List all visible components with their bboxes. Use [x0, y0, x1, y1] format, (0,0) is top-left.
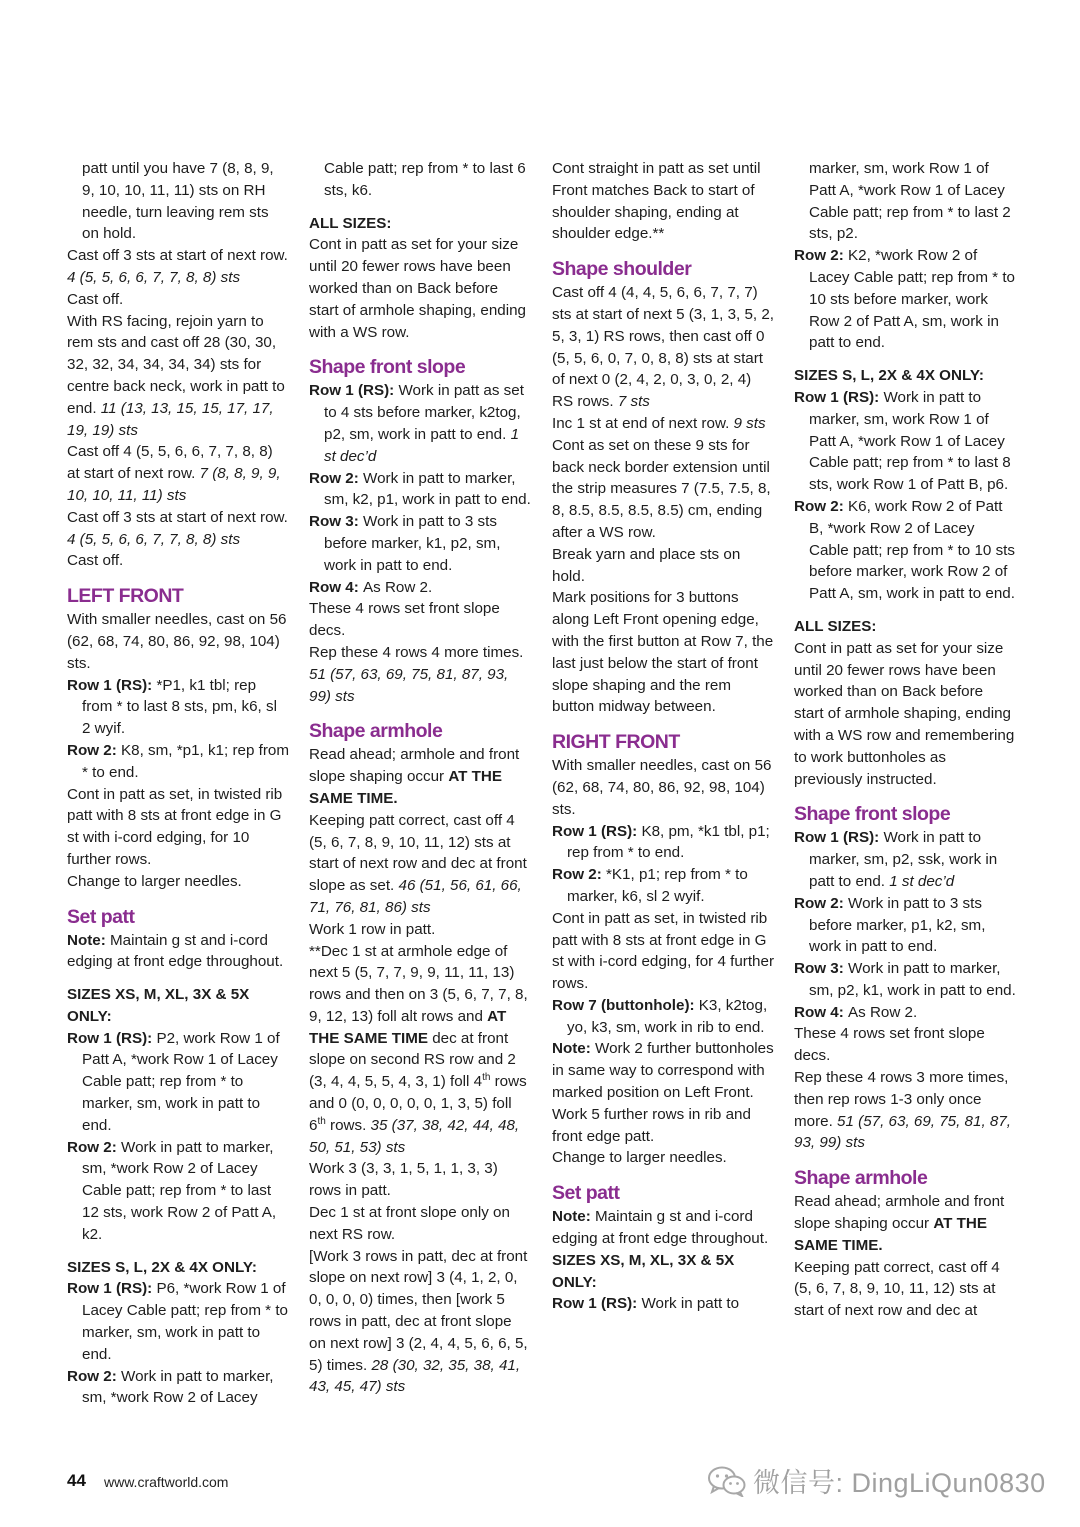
- text-run: Row 1 (RS):: [309, 382, 399, 400]
- pattern-row: [67, 1028, 289, 1137]
- pattern-row: [552, 864, 774, 908]
- text-run: Work in patt to marker, sm, *work Row 2 of Lacey Cable patt; rep from * to last 12 sts, work Row 2 of Patt A, k2.: [82, 1138, 277, 1243]
- paragraph: [552, 908, 774, 995]
- pattern-row: [794, 1002, 1016, 1024]
- text-run: As Row 2.: [363, 578, 433, 596]
- paragraph: [552, 435, 774, 544]
- paragraph: [552, 1104, 774, 1148]
- paragraph: [552, 587, 774, 718]
- text-run: [Work 3 rows in patt, dec at front slope on next row] 3 (4, 1, 2, 0, 0, 0, 0, 0) times, then [work 5 rows in patt, dec at front slope on next row] 3 (2, 4, 4, 5, 6, 6, 5, 5) times.: [309, 1247, 528, 1374]
- text-run: Work in patt to marker, sm, p2, ssk, work in patt to end.: [809, 829, 998, 890]
- text-run: Row 2:: [794, 497, 849, 515]
- text-run: These 4 rows set front slope decs.: [794, 1025, 985, 1065]
- text-run: 28 (30, 32, 35, 38, 41, 43, 45, 47) sts: [309, 1356, 521, 1396]
- pattern-row: [67, 1278, 289, 1365]
- text-run: marker, sm, work Row 1 of Patt A, *work Row 1 of Lacey Cable patt; rep from * to last 2 sts, p2.: [809, 160, 1011, 243]
- text-run: Row 2:: [309, 469, 364, 487]
- text-run: Row 2:: [67, 1138, 122, 1156]
- text-run: Row 3:: [309, 513, 364, 531]
- size-heading: SIZES XS, M, XL, 3X & 5X ONLY:: [67, 986, 250, 1025]
- text-run: Read ahead; armhole and front slope shaping occur: [794, 1193, 1005, 1233]
- paragraph: [552, 282, 774, 413]
- paragraph: [67, 550, 289, 572]
- text-run: Row 3:: [794, 960, 849, 978]
- text-run: Work 3 (3, 3, 1, 5, 1, 1, 3, 3) rows in patt.: [309, 1160, 498, 1200]
- paragraph: [67, 245, 289, 289]
- text-run: Cont in patt as set for your size until 20 fewer rows have been worked than on Back before start of armhole shaping, ending with a WS row and remembering to work buttonholes as previously instructed.: [794, 639, 1015, 788]
- paragraph: [794, 1191, 1016, 1256]
- footer-url: www.craftworld.com: [104, 1474, 229, 1490]
- section-heading: Set patt: [67, 905, 135, 928]
- section-heading: Set patt: [552, 1182, 620, 1205]
- text-run: Row 7 (buttonhole):: [552, 996, 699, 1014]
- text-run: Row 2:: [552, 866, 607, 884]
- pattern-row: [309, 511, 531, 576]
- text-run: 46 (51, 56, 61, 66, 71, 76, 81, 86) sts: [309, 877, 522, 916]
- text-run: Rep these 4 rows 3 more times, then rep rows 1-3 only once more.: [794, 1069, 1009, 1130]
- paragraph: [309, 941, 531, 1159]
- paragraph: [794, 1023, 1016, 1067]
- text-run: rows and 0 (0, 0, 0, 0, 0, 1, 3, 5) foll 6: [309, 1073, 527, 1134]
- text-run: Row 4:: [309, 578, 364, 596]
- text-run: Change to larger needles.: [67, 872, 242, 890]
- text-run: Work in patt to marker, sm, work Row 1 of Patt A, *work Row 1 of Lacey Cable patt; rep from * to last 8 sts, work Row 1 of Patt B, p6.: [809, 388, 1011, 494]
- paragraph: [67, 930, 289, 974]
- text-run: 9 sts: [733, 414, 766, 432]
- text-run: K8, pm, *k1 tbl, p1; rep from * to end.: [567, 822, 770, 862]
- paragraph: [309, 919, 531, 941]
- text-run: Dec 1 st at front slope only on next RS row.: [309, 1204, 510, 1243]
- text-run: *K1, p1; rep from * to marker, k6, sl 2 wyif.: [567, 866, 748, 905]
- size-heading: SIZES S, L, 2X & 4X ONLY:: [794, 367, 984, 385]
- text-run: Work in patt to 3 sts before marker, k1, p2, sm, work in patt to end.: [324, 513, 501, 574]
- paragraph: [309, 598, 531, 642]
- text-run: Work in patt to 3 sts before marker, p1, k2, sm, work in patt to end.: [809, 894, 986, 956]
- text-run: Row 2:: [67, 1367, 122, 1385]
- pattern-row: [67, 1366, 289, 1410]
- paragraph: [309, 234, 531, 343]
- text-run: Row 1 (RS):: [794, 829, 884, 847]
- text-run: Cast off.: [67, 290, 124, 308]
- text-column-4: [794, 158, 1016, 1322]
- size-heading: ALL SIZES:: [794, 617, 877, 635]
- paragraph: [794, 1067, 1016, 1154]
- text-run: Work in patt as set to 4 sts before marker, k2tog, p2, sm, work in patt to end.: [324, 382, 524, 443]
- size-heading: SIZES S, L, 2X & 4X ONLY:: [67, 1258, 257, 1276]
- text-run: Note:: [552, 1208, 596, 1226]
- text-run: AT THE SAME TIME: [309, 1007, 507, 1047]
- text-run: Cont in patt as set, in twisted rib patt with 8 sts at front edge in G st with i-cord edging, for 4 further rows.: [552, 909, 775, 993]
- text-run: Work 5 further rows in rib and front edge patt.: [552, 1105, 751, 1145]
- size-heading: ALL SIZES:: [309, 214, 392, 232]
- text-run: As Row 2.: [848, 1003, 918, 1021]
- text-run: patt until you have 7 (8, 8, 9, 9, 10, 10, 11, 11) sts on RH needle, turn leaving rem sts on hold.: [82, 160, 274, 243]
- text-run: K2, *work Row 2 of Lacey Cable patt; rep from * to 10 sts before marker, work Row 2 of Patt A, sm, work in patt to end.: [809, 247, 1015, 352]
- text-run: Change to larger needles.: [552, 1149, 727, 1167]
- paragraph: [67, 289, 289, 311]
- paragraph: [67, 871, 289, 893]
- text-run: Row 1 (RS):: [67, 1029, 157, 1047]
- text-run: rows.: [325, 1116, 371, 1134]
- text-run: Break yarn and place sts on hold.: [552, 545, 741, 585]
- text-run: Read ahead; armhole and front slope shaping occur: [309, 746, 520, 786]
- text-run: Work in patt to marker, sm, k2, p1, work in patt to end.: [324, 469, 531, 509]
- text-run: Cast off.: [67, 552, 124, 570]
- text-run: AT THE SAME TIME.: [794, 1215, 988, 1254]
- paragraph: [794, 638, 1016, 791]
- text-run: These 4 rows set front slope decs.: [309, 600, 500, 640]
- text-run: 4 (5, 5, 6, 6, 7, 7, 8, 8) sts: [67, 530, 241, 548]
- text-run: Work 2 further buttonholes in same way to correspond with marked position on Left Front.: [552, 1040, 774, 1102]
- text-run: dec at front slope on second RS row and 2 (3, 4, 4, 5, 5, 4, 3, 1) foll 4: [309, 1029, 516, 1091]
- paragraph: [309, 1202, 531, 1246]
- paragraph: [552, 1206, 774, 1250]
- text-run: Row 1 (RS):: [67, 1280, 157, 1298]
- pattern-row: [794, 245, 1016, 354]
- paragraph: [309, 1246, 531, 1399]
- text-run: Row 1 (RS):: [67, 676, 157, 694]
- wechat-watermark: [707, 1461, 1046, 1500]
- text-run: 1 st dec’d: [889, 872, 955, 890]
- text-run: Row 1 (RS):: [552, 1295, 642, 1313]
- paragraph: [67, 311, 289, 442]
- section-heading: Shape front slope: [794, 803, 951, 826]
- section-heading: Shape armhole: [309, 720, 443, 743]
- text-run: K3, k2tog, yo, k3, sm, work in rib to end.: [567, 996, 768, 1036]
- pattern-row: [552, 821, 774, 865]
- pattern-row: [67, 1137, 289, 1246]
- text-run: Inc 1 st at end of next row.: [552, 414, 734, 432]
- paragraph: [309, 1158, 531, 1202]
- paragraph: [552, 158, 774, 245]
- paragraph: [67, 507, 289, 551]
- paragraph: [309, 744, 531, 809]
- pattern-row: [794, 496, 1016, 605]
- text-run: **Dec 1 st at armhole edge of next 5 (5, 7, 7, 9, 9, 11, 11, 13) rows and then on 3 (5, 6, 7, 7, 8, 9, 12, 13) foll alt rows and: [309, 942, 528, 1025]
- text-run: Work 1 row in patt.: [309, 920, 436, 938]
- text-run: Note:: [552, 1040, 596, 1058]
- pattern-row: [794, 827, 1016, 892]
- text-run: Cast off 4 (5, 5, 6, 6, 7, 7, 8, 8) at start of next row.: [67, 443, 273, 483]
- text-run: Cont as set on these 9 sts for back neck border extension until the strip measures 7 (7.5, 7.5, 8, 8, 8.5, 8.5, 8.5, 8.5) cm, ending after a WS row.: [552, 436, 771, 541]
- text-run: 11 (13, 13, 15, 15, 17, 17, 19, 19) sts: [67, 399, 274, 439]
- text-run: 1 st dec’d: [324, 425, 520, 465]
- text-run: Row 1 (RS):: [794, 388, 884, 406]
- section-heading: LEFT FRONT: [67, 585, 184, 608]
- text-run: P2, work Row 1 of Patt A, *work Row 1 of Lacey Cable patt; rep from * to marker, sm, work in patt to end.: [82, 1029, 280, 1134]
- pattern-row: [309, 380, 531, 467]
- text-run: Row 2:: [794, 247, 849, 265]
- pattern-row: [67, 675, 289, 740]
- text-run: Row 1 (RS):: [552, 822, 642, 840]
- text-run: K6, work Row 2 of Patt B, *work Row 2 of Lacey Cable patt; rep from * to 10 sts before marker, work Row 2 of Patt A, sm, work in patt to end.: [809, 497, 1015, 603]
- text-run: *P1, k1 tbl; rep from * to last 8 sts, pm, k6, sl 2 wyif.: [82, 676, 277, 738]
- paragraph: [67, 784, 289, 871]
- text-run: K8, sm, *p1, k1; rep from * to end.: [82, 741, 289, 781]
- text-run: 51 (57, 63, 69, 75, 81, 87, 93, 99) sts: [794, 1112, 1011, 1152]
- text-run: Note:: [67, 931, 111, 949]
- paragraph: [67, 441, 289, 506]
- text-run: Mark positions for 3 buttons along Left Front opening edge, with the first button at Row 7, the last just below the start of front slope shaping and the rem button midway between.: [552, 589, 774, 716]
- text-run: Maintain g st and i-cord edging at front edge throughout.: [552, 1208, 769, 1248]
- paragraph: [552, 755, 774, 820]
- text-run: Row 2:: [794, 894, 849, 912]
- section-heading: Shape armhole: [794, 1167, 928, 1190]
- paragraph: [794, 1257, 1016, 1322]
- section-heading: RIGHT FRONT: [552, 731, 680, 754]
- paragraph: [67, 158, 289, 245]
- text-run: 51 (57, 63, 69, 75, 81, 87, 93, 99) sts: [309, 665, 509, 705]
- text-run: Row 4:: [794, 1003, 849, 1021]
- text-run: With smaller needles, cast on 56 (62, 68, 74, 80, 86, 92, 98, 104) sts.: [67, 611, 287, 672]
- paragraph: [309, 810, 531, 919]
- pattern-row: [552, 995, 774, 1039]
- paragraph: [552, 544, 774, 588]
- pattern-row: [552, 1293, 774, 1315]
- text-run: 7 sts: [617, 393, 650, 411]
- text-column-3: [552, 158, 774, 1315]
- text-run: Work in patt to marker, sm, p2, k1, work in patt to end.: [809, 960, 1016, 999]
- paragraph: [552, 413, 774, 435]
- paragraph: [309, 158, 531, 202]
- text-run: Keeping patt correct, cast off 4 (5, 6, 7, 8, 9, 10, 11, 12) sts at start of next row and dec at front slope as set.: [309, 811, 527, 895]
- text-run: Work in patt to marker, sm, *work Row 2 of Lacey: [82, 1367, 274, 1407]
- text-run: With RS facing, rejoin yarn to rem sts and cast off 28 (30, 30, 32, 32, 34, 34, 34, 34) sts for centre back neck, work in patt to end.: [67, 312, 285, 417]
- paragraph: [309, 642, 531, 707]
- text-column-2: [309, 158, 531, 1398]
- paragraph: [552, 1147, 774, 1169]
- text-run: 35 (37, 38, 42, 44, 48, 50, 51, 53) sts: [309, 1116, 520, 1156]
- text-run: th: [482, 1072, 491, 1084]
- text-run: th: [317, 1115, 326, 1127]
- text-run: Rep these 4 rows 4 more times.: [309, 643, 524, 661]
- text-run: Cont straight in patt as set until Front matches Back to start of shoulder shaping, ending at shoulder edge.**: [552, 160, 761, 243]
- text-run: With smaller needles, cast on 56 (62, 68, 74, 80, 86, 92, 98, 104) sts.: [552, 757, 772, 818]
- text-run: Cable patt; rep from * to last 6 sts, k6.: [324, 160, 526, 199]
- section-heading: Shape shoulder: [552, 258, 692, 281]
- paragraph: [67, 609, 289, 674]
- text-run: AT THE SAME TIME.: [309, 768, 503, 807]
- text-run: P6, *work Row 1 of Lacey Cable patt; rep from * to marker, sm, work in patt to end.: [82, 1280, 288, 1363]
- paragraph: [794, 158, 1016, 245]
- text-column-1: [67, 158, 289, 1409]
- pattern-row: [67, 740, 289, 784]
- pattern-row: [794, 893, 1016, 958]
- text-run: Keeping patt correct, cast off 4 (5, 6, 7, 8, 9, 10, 11, 12) sts at start of next row and dec at: [794, 1258, 1000, 1320]
- watermark-text: 微信号: DingLiQun0830: [753, 1468, 1046, 1498]
- text-run: Cast off 3 sts at start of next row.: [67, 247, 288, 265]
- text-run: Work in patt to: [641, 1295, 740, 1313]
- pattern-row: [794, 387, 1016, 496]
- paragraph: [552, 1038, 774, 1103]
- pattern-row: [309, 577, 531, 599]
- text-run: Row 2:: [67, 741, 122, 759]
- text-run: Cont in patt as set for your size until 20 fewer rows have been worked than on Back before start of armhole shaping, ending with a WS row.: [309, 236, 526, 341]
- pattern-row: [309, 468, 531, 512]
- pattern-row: [794, 958, 1016, 1002]
- size-heading: SIZES XS, M, XL, 3X & 5X ONLY:: [552, 1251, 735, 1291]
- text-run: 7 (8, 8, 9, 9, 10, 10, 11, 11) sts: [67, 465, 281, 504]
- wechat-logo-icon: [707, 1465, 747, 1497]
- text-run: 4 (5, 5, 6, 6, 7, 7, 8, 8) sts: [67, 268, 241, 286]
- section-heading: Shape front slope: [309, 356, 466, 379]
- text-run: Maintain g st and i-cord edging at front edge throughout.: [67, 931, 284, 971]
- text-run: Cont in patt as set, in twisted rib patt with 8 sts at front edge in G st with i-cord edging, for 10 further rows.: [67, 785, 283, 868]
- page-number: 44: [67, 1471, 86, 1490]
- text-run: Cast off 4 (4, 4, 5, 6, 6, 7, 7, 7) sts at start of next 5 (3, 1, 3, 5, 2, 5, 3, 1) RS rows, then cast off 0 (5, 5, 6, 0, 7, 0, 8, 8) sts at start of next 0 (2, 4, 2, 0, 3, 0, 2, 4) RS rows.: [552, 284, 775, 411]
- text-run: Cast off 3 sts at start of next row.: [67, 508, 288, 526]
